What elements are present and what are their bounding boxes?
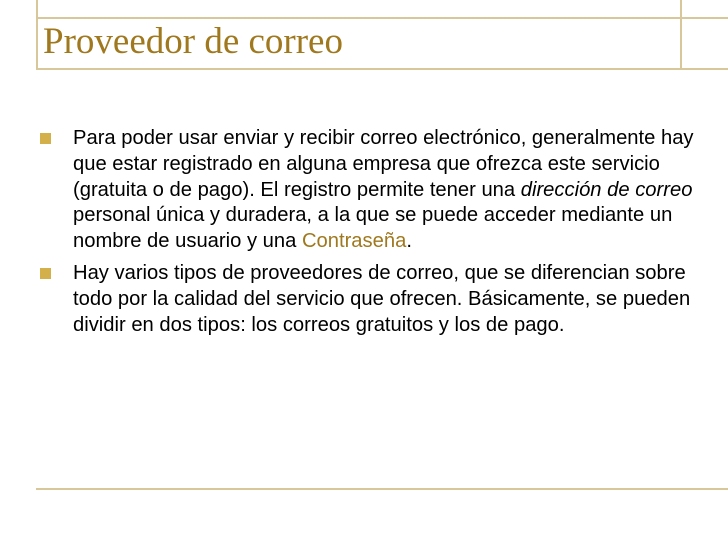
bullet-text-part1: Para poder usar enviar y recibir correo electrónico, generalmente hay que estar registrado en alguna empresa que ofrezca este servicio (gratuita o de pago). El registro permite tener una bbox=[73, 127, 694, 201]
bullet-text-part3: . bbox=[406, 230, 412, 253]
bottom-rule bbox=[36, 488, 728, 490]
contrasena-link[interactable]: Contraseña bbox=[301, 230, 407, 253]
bullet-text-part2: personal única y duradera, a la que se puede acceder mediante un nombre de usuario y una bbox=[73, 204, 673, 253]
right-rule bbox=[680, 0, 682, 68]
left-rule bbox=[36, 0, 38, 68]
top-rule bbox=[36, 17, 728, 19]
bullet-item-tipos bbox=[40, 261, 700, 338]
bullet-emphasis: dirección de correo bbox=[520, 178, 693, 201]
bullet-list bbox=[40, 126, 700, 338]
square-bullet-icon bbox=[40, 268, 51, 279]
square-bullet-icon bbox=[40, 133, 51, 144]
bullet-item-registro bbox=[40, 126, 700, 255]
slide-title: Proveedor de correo bbox=[43, 21, 343, 62]
bullet-text: Hay varios tipos de proveedores de correo, que se diferencian sobre todo por la calidad del servicio que ofrecen. Básicamente, se pueden dividir en dos tipos: los correos gratuitos y los de pago. bbox=[73, 261, 691, 336]
title-underline bbox=[36, 68, 728, 70]
